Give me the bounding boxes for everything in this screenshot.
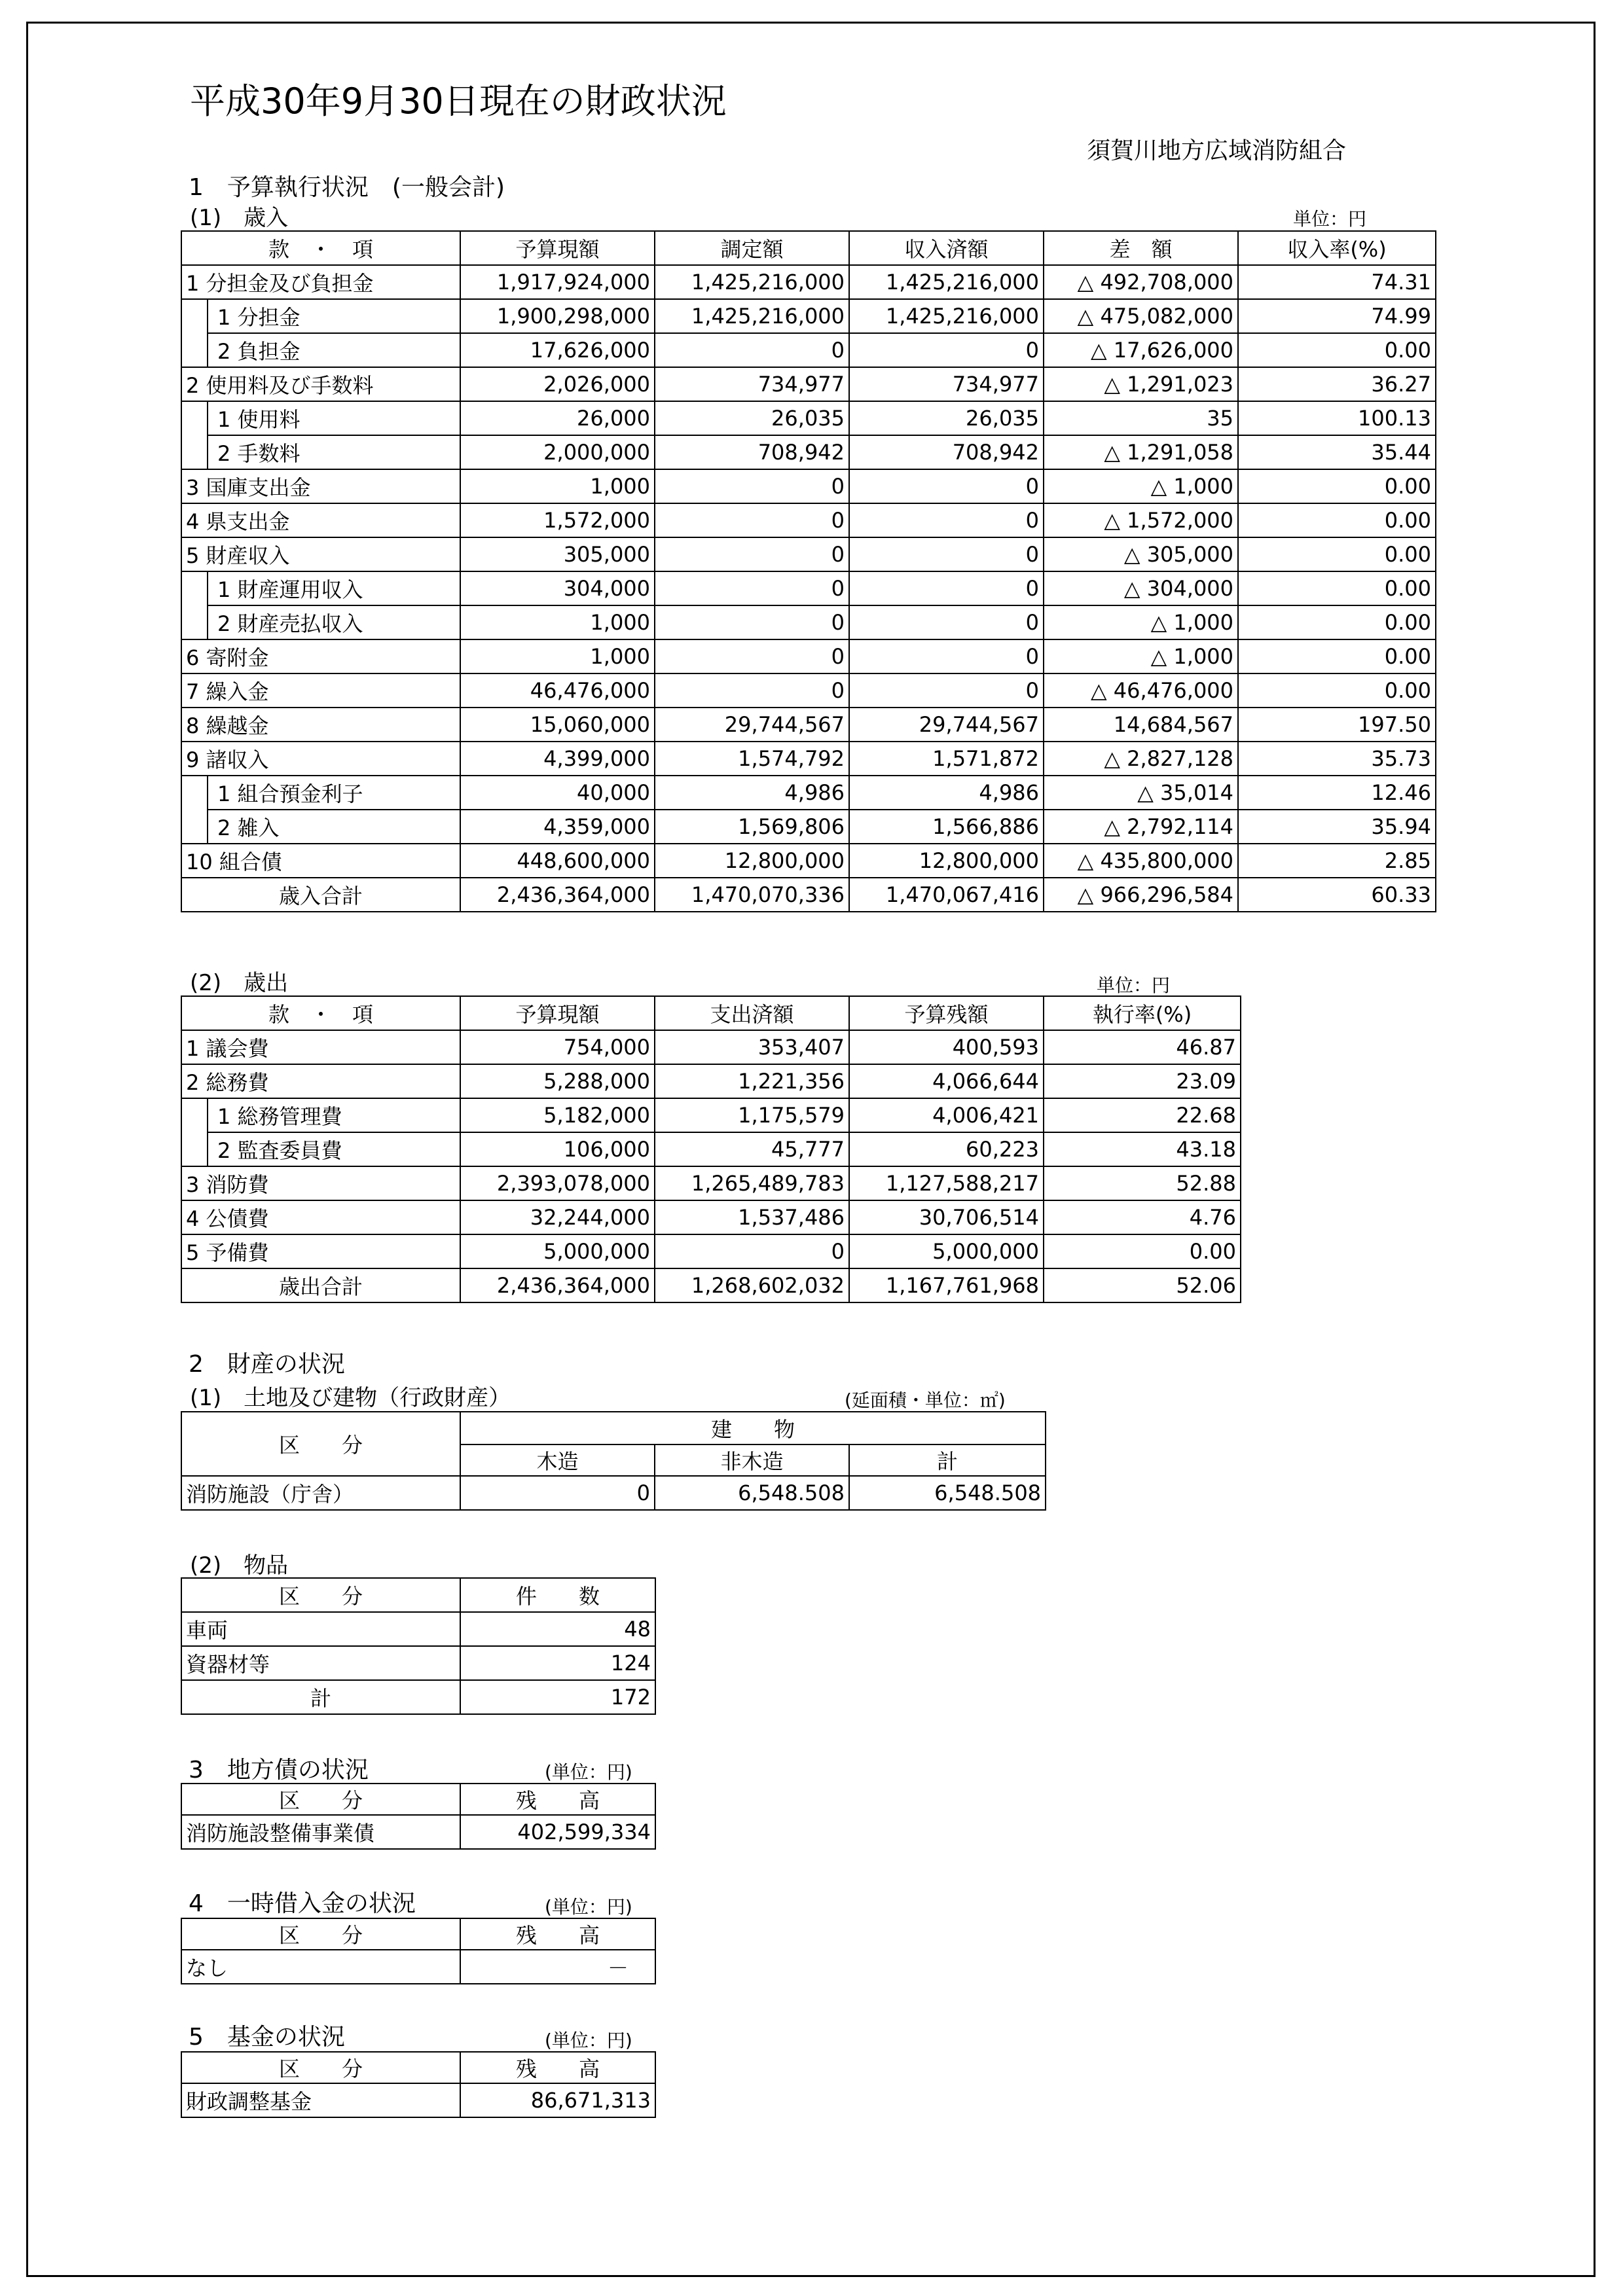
goods-total-label: 計 xyxy=(181,1680,460,1714)
land-col-wood: 木造 xyxy=(460,1444,655,1476)
revenue-received: 1,425,216,000 xyxy=(849,299,1044,333)
revenue-unit: 単位：円 xyxy=(1293,208,1367,230)
revenue-diff: △ 492,708,000 xyxy=(1044,265,1238,299)
expenditure-spent: 1,537,486 xyxy=(655,1200,849,1234)
expenditure-indent xyxy=(181,1132,208,1166)
revenue-received: 4,986 xyxy=(849,776,1044,810)
table-row xyxy=(181,639,1436,673)
revenue-received: 0 xyxy=(849,639,1044,673)
revenue-diff: △ 2,792,114 xyxy=(1044,810,1238,844)
goods-heading: (2) 物品 xyxy=(190,1552,289,1579)
goods-row-name: 車両 xyxy=(181,1612,460,1646)
table-row xyxy=(181,469,1436,503)
revenue-rate: 0.00 xyxy=(1238,673,1436,708)
expenditure-rate: 4.76 xyxy=(1044,1200,1241,1234)
revenue-received: 1,425,216,000 xyxy=(849,265,1044,299)
revenue-received: 734,977 xyxy=(849,367,1044,401)
revenue-assessed: 0 xyxy=(655,469,849,503)
revenue-budget: 1,000 xyxy=(460,639,655,673)
revenue-diff: △ 1,000 xyxy=(1044,605,1238,639)
section4-heading: 4 一時借入金の状況 xyxy=(189,1890,416,1917)
revenue-item-name: 9 諸収入 xyxy=(181,742,460,776)
revenue-received: 0 xyxy=(849,503,1044,537)
expenditure-rate: 46.87 xyxy=(1044,1030,1241,1064)
land-col-total: 計 xyxy=(849,1444,1046,1476)
revenue-budget: 2,000,000 xyxy=(460,435,655,469)
revenue-diff: △ 1,291,058 xyxy=(1044,435,1238,469)
expenditure-total-rate: 52.06 xyxy=(1044,1268,1241,1302)
revenue-indent xyxy=(181,401,208,435)
expenditure-remaining: 400,593 xyxy=(849,1030,1044,1064)
expenditure-indent xyxy=(181,1098,208,1132)
revenue-item-name: 10 組合債 xyxy=(181,844,460,878)
table-row xyxy=(181,299,1436,333)
revenue-rate: 0.00 xyxy=(1238,503,1436,537)
expenditure-rate: 22.68 xyxy=(1044,1098,1241,1132)
expenditure-remaining: 5,000,000 xyxy=(849,1234,1044,1268)
revenue-col-3: 収入済額 xyxy=(849,231,1044,265)
total-row xyxy=(181,1268,1241,1302)
revenue-diff: △ 17,626,000 xyxy=(1044,333,1238,367)
revenue-assessed: 0 xyxy=(655,333,849,367)
expenditure-col-2: 支出済額 xyxy=(655,996,849,1030)
revenue-rate: 0.00 xyxy=(1238,333,1436,367)
revenue-received: 0 xyxy=(849,673,1044,708)
revenue-assessed: 12,800,000 xyxy=(655,844,849,878)
revenue-rate: 0.00 xyxy=(1238,605,1436,639)
revenue-rate: 35.94 xyxy=(1238,810,1436,844)
expenditure-spent: 45,777 xyxy=(655,1132,849,1166)
revenue-rate: 0.00 xyxy=(1238,571,1436,605)
revenue-item-name: 1 分担金 xyxy=(208,299,460,333)
expenditure-table xyxy=(181,996,1241,1303)
revenue-item-name: 1 財産運用収入 xyxy=(208,571,460,605)
revenue-diff: △ 304,000 xyxy=(1044,571,1238,605)
fund-col-category: 区 分 xyxy=(181,2052,460,2083)
revenue-col-4: 差 額 xyxy=(1044,231,1238,265)
expenditure-item-name: 2 監査委員費 xyxy=(208,1132,460,1166)
revenue-item-name: 1 組合預金利子 xyxy=(208,776,460,810)
revenue-rate: 36.27 xyxy=(1238,367,1436,401)
expenditure-item-name: 1 議会費 xyxy=(181,1030,460,1064)
expenditure-remaining: 4,006,421 xyxy=(849,1098,1044,1132)
section3-heading: 3 地方債の状況 xyxy=(189,1757,369,1784)
expenditure-item-name: 1 総務管理費 xyxy=(208,1098,460,1132)
table-row xyxy=(181,537,1436,571)
expenditure-total-budget: 2,436,364,000 xyxy=(460,1268,655,1302)
goods-col-count: 件 数 xyxy=(460,1578,655,1612)
revenue-item-name: 8 繰越金 xyxy=(181,708,460,742)
revenue-received: 1,566,886 xyxy=(849,810,1044,844)
land-row-total: 6,548.508 xyxy=(849,1476,1046,1510)
goods-total-count: 172 xyxy=(460,1680,655,1714)
bond-col-balance: 残 高 xyxy=(460,1784,655,1815)
revenue-heading: (1) 歳入 xyxy=(190,205,289,231)
revenue-rate: 197.50 xyxy=(1238,708,1436,742)
revenue-table xyxy=(181,230,1436,912)
goods-table xyxy=(181,1577,656,1715)
revenue-budget: 1,900,298,000 xyxy=(460,299,655,333)
revenue-indent xyxy=(181,571,208,605)
revenue-assessed: 1,425,216,000 xyxy=(655,299,849,333)
revenue-item-name: 4 県支出金 xyxy=(181,503,460,537)
revenue-assessed: 0 xyxy=(655,673,849,708)
revenue-rate: 2.85 xyxy=(1238,844,1436,878)
land-building-table xyxy=(181,1411,1046,1511)
revenue-rate: 0.00 xyxy=(1238,639,1436,673)
loan-col-balance: 残 高 xyxy=(460,1918,655,1950)
revenue-indent xyxy=(181,810,208,844)
table-row xyxy=(181,776,1436,810)
land-row-nonwood: 6,548.508 xyxy=(655,1476,849,1510)
expenditure-spent: 0 xyxy=(655,1234,849,1268)
table-row xyxy=(181,1234,1241,1268)
revenue-assessed: 0 xyxy=(655,639,849,673)
expenditure-col-3: 予算残額 xyxy=(849,996,1044,1030)
expenditure-rate: 52.88 xyxy=(1044,1166,1241,1200)
expenditure-item-name: 2 総務費 xyxy=(181,1064,460,1098)
revenue-item-name: 2 使用料及び手数料 xyxy=(181,367,460,401)
revenue-item-name: 5 財産収入 xyxy=(181,537,460,571)
revenue-budget: 448,600,000 xyxy=(460,844,655,878)
expenditure-spent: 1,175,579 xyxy=(655,1098,849,1132)
land-col-building: 建 物 xyxy=(460,1412,1046,1444)
expenditure-budget: 5,182,000 xyxy=(460,1098,655,1132)
revenue-assessed: 0 xyxy=(655,571,849,605)
revenue-budget: 4,359,000 xyxy=(460,810,655,844)
revenue-total-diff: △ 966,296,584 xyxy=(1044,878,1238,912)
goods-row-count: 48 xyxy=(460,1612,655,1646)
table-row xyxy=(181,673,1436,708)
section3-unit: (単位：円) xyxy=(545,1761,632,1783)
total-row xyxy=(181,878,1436,912)
revenue-received: 0 xyxy=(849,537,1044,571)
land-col-category: 区 分 xyxy=(181,1412,460,1476)
revenue-diff: △ 2,827,128 xyxy=(1044,742,1238,776)
expenditure-budget: 5,288,000 xyxy=(460,1064,655,1098)
revenue-total-rate: 60.33 xyxy=(1238,878,1436,912)
expenditure-rate: 43.18 xyxy=(1044,1132,1241,1166)
revenue-diff: △ 305,000 xyxy=(1044,537,1238,571)
table-row xyxy=(181,401,1436,435)
expenditure-heading: (2) 歳出 xyxy=(190,970,289,996)
table-row xyxy=(181,503,1436,537)
land-row-name: 消防施設（庁舎） xyxy=(181,1476,460,1510)
table-row xyxy=(181,1098,1241,1132)
revenue-budget: 26,000 xyxy=(460,401,655,435)
revenue-rate: 35.44 xyxy=(1238,435,1436,469)
revenue-budget: 1,917,924,000 xyxy=(460,265,655,299)
revenue-col-1: 予算現額 xyxy=(460,231,655,265)
loan-col-category: 区 分 xyxy=(181,1918,460,1950)
expenditure-remaining: 1,127,588,217 xyxy=(849,1166,1044,1200)
revenue-diff: △ 1,000 xyxy=(1044,469,1238,503)
revenue-budget: 4,399,000 xyxy=(460,742,655,776)
expenditure-item-name: 5 予備費 xyxy=(181,1234,460,1268)
table-row xyxy=(181,605,1436,639)
revenue-rate: 74.31 xyxy=(1238,265,1436,299)
expenditure-remaining: 30,706,514 xyxy=(849,1200,1044,1234)
revenue-diff: △ 46,476,000 xyxy=(1044,673,1238,708)
table-row xyxy=(181,844,1436,878)
revenue-item-name: 3 国庫支出金 xyxy=(181,469,460,503)
table-row xyxy=(181,367,1436,401)
expenditure-rate: 0.00 xyxy=(1044,1234,1241,1268)
expenditure-remaining: 4,066,644 xyxy=(849,1064,1044,1098)
table-row xyxy=(181,810,1436,844)
revenue-indent xyxy=(181,776,208,810)
bond-row-balance: 402,599,334 xyxy=(460,1815,655,1849)
revenue-col-5: 収入率(%) xyxy=(1238,231,1436,265)
revenue-received: 0 xyxy=(849,333,1044,367)
table-row xyxy=(181,1030,1241,1064)
revenue-diff: 35 xyxy=(1044,401,1238,435)
table-row xyxy=(181,1132,1241,1166)
revenue-item-name: 2 手数料 xyxy=(208,435,460,469)
revenue-received: 0 xyxy=(849,605,1044,639)
revenue-budget: 2,026,000 xyxy=(460,367,655,401)
revenue-budget: 46,476,000 xyxy=(460,673,655,708)
revenue-received: 26,035 xyxy=(849,401,1044,435)
expenditure-spent: 1,221,356 xyxy=(655,1064,849,1098)
revenue-assessed: 4,986 xyxy=(655,776,849,810)
revenue-diff: △ 1,291,023 xyxy=(1044,367,1238,401)
revenue-indent xyxy=(181,299,208,333)
goods-col-category: 区 分 xyxy=(181,1578,460,1612)
revenue-item-name: 2 財産売払収入 xyxy=(208,605,460,639)
fund-table xyxy=(181,2051,656,2118)
section2-heading: 2 財産の状況 xyxy=(189,1351,345,1378)
expenditure-rate: 23.09 xyxy=(1044,1064,1241,1098)
revenue-budget: 1,000 xyxy=(460,469,655,503)
revenue-col-2: 調定額 xyxy=(655,231,849,265)
table-row xyxy=(181,333,1436,367)
land-heading: (1) 土地及び建物（行政財産） xyxy=(190,1385,511,1411)
revenue-indent xyxy=(181,435,208,469)
expenditure-unit: 単位：円 xyxy=(1097,975,1171,996)
revenue-rate: 0.00 xyxy=(1238,469,1436,503)
revenue-rate: 0.00 xyxy=(1238,537,1436,571)
revenue-rate: 100.13 xyxy=(1238,401,1436,435)
revenue-budget: 1,000 xyxy=(460,605,655,639)
expenditure-budget: 32,244,000 xyxy=(460,1200,655,1234)
expenditure-budget: 5,000,000 xyxy=(460,1234,655,1268)
section5-heading: 5 基金の状況 xyxy=(189,2024,345,2051)
land-row-wood: 0 xyxy=(460,1476,655,1510)
expenditure-budget: 106,000 xyxy=(460,1132,655,1166)
section1-heading: 1 予算執行状況 (一般会計) xyxy=(189,174,505,201)
section5-unit: (単位：円) xyxy=(545,2030,632,2051)
expenditure-item-name: 3 消防費 xyxy=(181,1166,460,1200)
expenditure-budget: 754,000 xyxy=(460,1030,655,1064)
expenditure-item-name: 4 公債費 xyxy=(181,1200,460,1234)
expenditure-remaining: 60,223 xyxy=(849,1132,1044,1166)
table-row xyxy=(181,435,1436,469)
land-col-nonwood: 非木造 xyxy=(655,1444,849,1476)
loan-row-balance: － xyxy=(460,1950,655,1984)
revenue-item-name: 1 使用料 xyxy=(208,401,460,435)
revenue-item-name: 1 分担金及び負担金 xyxy=(181,265,460,299)
revenue-total-assessed: 1,470,070,336 xyxy=(655,878,849,912)
revenue-assessed: 26,035 xyxy=(655,401,849,435)
revenue-item-name: 6 寄附金 xyxy=(181,639,460,673)
expenditure-col-4: 執行率(%) xyxy=(1044,996,1241,1030)
expenditure-spent: 353,407 xyxy=(655,1030,849,1064)
revenue-budget: 40,000 xyxy=(460,776,655,810)
table-row xyxy=(181,265,1436,299)
bond-row-name: 消防施設整備事業債 xyxy=(181,1815,460,1849)
table-row xyxy=(181,1200,1241,1234)
table-row xyxy=(181,1166,1241,1200)
local-bond-table xyxy=(181,1783,656,1850)
expenditure-total-label: 歳出合計 xyxy=(181,1268,460,1302)
goods-row-name: 資器材等 xyxy=(181,1646,460,1680)
fund-row-name: 財政調整基金 xyxy=(181,2083,460,2117)
revenue-diff: △ 1,572,000 xyxy=(1044,503,1238,537)
expenditure-col-1: 予算現額 xyxy=(460,996,655,1030)
revenue-assessed: 1,425,216,000 xyxy=(655,265,849,299)
revenue-col-0: 款 ・ 項 xyxy=(181,231,460,265)
revenue-received: 12,800,000 xyxy=(849,844,1044,878)
revenue-item-name: 2 負担金 xyxy=(208,333,460,367)
fund-row-balance: 86,671,313 xyxy=(460,2083,655,2117)
land-unit: (延面積・単位：㎡) xyxy=(845,1390,1006,1411)
revenue-assessed: 0 xyxy=(655,605,849,639)
bond-col-category: 区 分 xyxy=(181,1784,460,1815)
expenditure-budget: 2,393,078,000 xyxy=(460,1166,655,1200)
revenue-assessed: 734,977 xyxy=(655,367,849,401)
revenue-assessed: 1,574,792 xyxy=(655,742,849,776)
revenue-budget: 305,000 xyxy=(460,537,655,571)
organization-name: 須賀川地方広域消防組合 xyxy=(1087,137,1347,164)
revenue-item-name: 2 雑入 xyxy=(208,810,460,844)
revenue-rate: 35.73 xyxy=(1238,742,1436,776)
revenue-received: 1,571,872 xyxy=(849,742,1044,776)
revenue-total-received: 1,470,067,416 xyxy=(849,878,1044,912)
revenue-indent xyxy=(181,605,208,639)
revenue-item-name: 7 繰入金 xyxy=(181,673,460,708)
revenue-budget: 17,626,000 xyxy=(460,333,655,367)
revenue-budget: 304,000 xyxy=(460,571,655,605)
revenue-budget: 1,572,000 xyxy=(460,503,655,537)
revenue-assessed: 708,942 xyxy=(655,435,849,469)
revenue-diff: △ 475,082,000 xyxy=(1044,299,1238,333)
revenue-budget: 15,060,000 xyxy=(460,708,655,742)
revenue-diff: △ 35,014 xyxy=(1044,776,1238,810)
table-row xyxy=(181,708,1436,742)
revenue-diff: △ 435,800,000 xyxy=(1044,844,1238,878)
expenditure-total-spent: 1,268,602,032 xyxy=(655,1268,849,1302)
revenue-rate: 74.99 xyxy=(1238,299,1436,333)
revenue-total-budget: 2,436,364,000 xyxy=(460,878,655,912)
goods-row-count: 124 xyxy=(460,1646,655,1680)
revenue-received: 29,744,567 xyxy=(849,708,1044,742)
fund-col-balance: 残 高 xyxy=(460,2052,655,2083)
section4-unit: (単位：円) xyxy=(545,1896,632,1918)
revenue-diff: △ 1,000 xyxy=(1044,639,1238,673)
revenue-assessed: 0 xyxy=(655,503,849,537)
revenue-total-label: 歳入合計 xyxy=(181,878,460,912)
table-row xyxy=(181,742,1436,776)
revenue-received: 0 xyxy=(849,571,1044,605)
table-row xyxy=(181,571,1436,605)
revenue-received: 0 xyxy=(849,469,1044,503)
loan-row-name: なし xyxy=(181,1950,460,1984)
revenue-assessed: 0 xyxy=(655,537,849,571)
expenditure-col-0: 款 ・ 項 xyxy=(181,996,460,1030)
revenue-diff: 14,684,567 xyxy=(1044,708,1238,742)
revenue-received: 708,942 xyxy=(849,435,1044,469)
page-title: 平成30年9月30日現在の財政状況 xyxy=(190,81,727,122)
revenue-assessed: 29,744,567 xyxy=(655,708,849,742)
expenditure-spent: 1,265,489,783 xyxy=(655,1166,849,1200)
table-row xyxy=(181,1064,1241,1098)
revenue-assessed: 1,569,806 xyxy=(655,810,849,844)
temporary-loan-table xyxy=(181,1918,656,1984)
revenue-indent xyxy=(181,333,208,367)
expenditure-total-remaining: 1,167,761,968 xyxy=(849,1268,1044,1302)
revenue-rate: 12.46 xyxy=(1238,776,1436,810)
